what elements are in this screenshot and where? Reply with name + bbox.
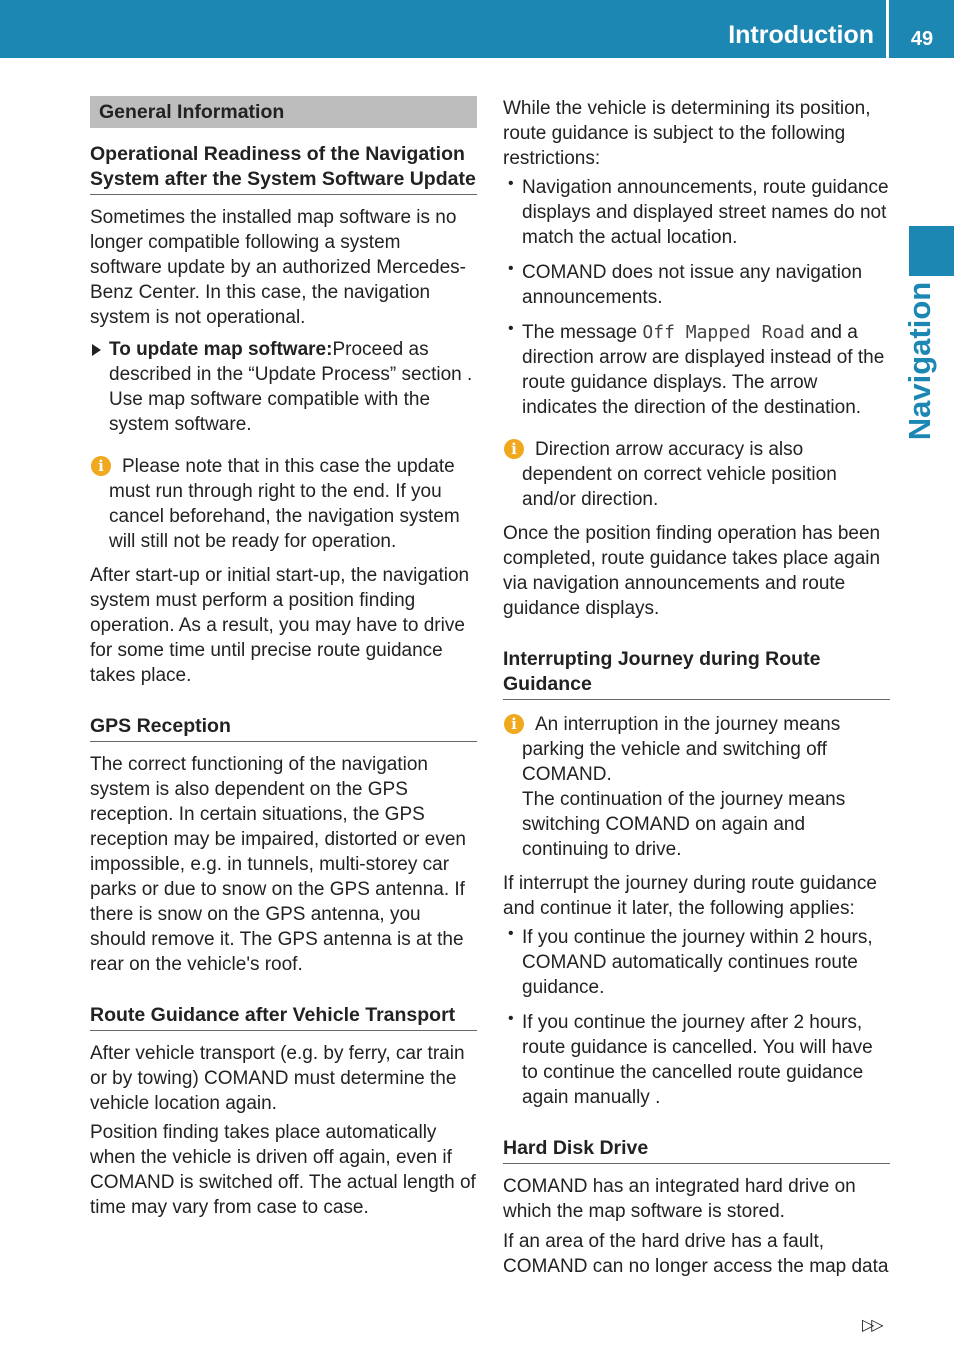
step-update-map-software bbox=[90, 337, 477, 437]
heading-hard-disk-drive: Hard Disk Drive bbox=[503, 1136, 890, 1164]
info-icon: i bbox=[504, 714, 524, 734]
bullet-text: If you continue the journey after 2 hours, route guidance is cancelled. You will have to continue the cancelled route guidance again manually . bbox=[522, 1012, 873, 1108]
info-note-direction-arrow bbox=[503, 437, 890, 512]
bullet-dot: • bbox=[508, 260, 514, 277]
page-number: 49 bbox=[910, 28, 934, 50]
info-interrupt-text-1: An interruption in the journey means parking the vehicle and switching off COMAND. bbox=[522, 714, 841, 785]
display-message-off-mapped-road: Off Mapped Road bbox=[642, 322, 805, 343]
paragraph-disk-1: COMAND has an integrated hard drive on which the map software is stored. bbox=[503, 1176, 856, 1222]
bullet-item bbox=[503, 260, 890, 310]
info-interrupt-text-2: The continuation of the journey means switching COMAND on again and continuing to drive. bbox=[522, 789, 846, 860]
bullet-text-post: and a direction arrow are displayed instead of the route guidance displays. The arrow indicates the direction of the destination. bbox=[522, 322, 885, 418]
bullet-text: Navigation announcements, route guidance displays and displayed street names do not match the actual location. bbox=[522, 177, 889, 248]
paragraph-startup: After start-up or initial start-up, the navigation system must perform a position finding operation. As a result, you may have to drive for some time until precise route guidance takes place. bbox=[90, 565, 470, 686]
paragraph-once-complete: Once the position finding operation has been completed, route guidance takes place again via navigation announcements and route guidance displays. bbox=[503, 523, 881, 619]
heading-operational-readiness: Operational Readiness of the Navigation System after the System Software Update bbox=[90, 142, 477, 195]
header-divider bbox=[886, 0, 889, 58]
info-note-interruption bbox=[503, 712, 890, 862]
paragraph-disk-2: If an area of the hard drive has a fault, COMAND can no longer access the map data bbox=[503, 1231, 889, 1277]
info-note-update bbox=[90, 454, 477, 554]
section-title: Introduction bbox=[728, 21, 874, 49]
section-heading-general-information: General Information bbox=[90, 96, 477, 128]
heading-route-guidance-transport: Route Guidance after Vehicle Transport bbox=[90, 1003, 477, 1031]
paragraph-if-interrupt: If interrupt the journey during route guidance and continue it later, the following applies: bbox=[503, 873, 877, 919]
paragraph-transport-2: Position finding takes place automatically when the vehicle is driven off again, even if COMAND is switched off. The actual length of time may vary from case to case. bbox=[90, 1122, 476, 1218]
bullet-text-pre: The message bbox=[522, 322, 643, 343]
bullet-item bbox=[503, 320, 890, 420]
continue-arrows-icon: ▷▷ bbox=[862, 1317, 881, 1334]
heading-interrupting-journey: Interrupting Journey during Route Guidance bbox=[503, 647, 890, 700]
side-tab-marker bbox=[909, 226, 954, 276]
info-arrow-text: Direction arrow accuracy is also dependent on correct vehicle position and/or direction. bbox=[522, 439, 837, 510]
bullet-item bbox=[503, 175, 890, 250]
bullet-text: If you continue the journey within 2 hours, COMAND automatically continues route guidance. bbox=[522, 927, 873, 998]
bullet-text: COMAND does not issue any navigation announcements. bbox=[522, 262, 863, 308]
bullet-dot: • bbox=[508, 925, 514, 942]
paragraph-gps: The correct functioning of the navigation system is also dependent on the GPS reception. In certain situations, the GPS reception may be impaired, distorted or even impossible, e.g. in tunnels, multi-storey car parks or due to snow on the GPS antenna. If there is snow on the GPS antenna, you should remove it. The GPS antenna is at the rear on the vehicle's roof. bbox=[90, 754, 466, 975]
step-text: Proceed as described in the “Update Process” section . Use map software compatible with the system software. bbox=[109, 339, 473, 435]
side-tab-label bbox=[897, 281, 943, 441]
side-tab-text: Navigation bbox=[902, 281, 937, 441]
paragraph-restrictions-intro: While the vehicle is determining its position, route guidance is subject to the following restrictions: bbox=[503, 98, 871, 169]
right-column bbox=[503, 96, 890, 1279]
bullet-item bbox=[503, 1010, 890, 1110]
paragraph-transport-1: After vehicle transport (e.g. by ferry, car train or by towing) COMAND must determine the vehicle location again. bbox=[90, 1043, 465, 1114]
step-arrow-icon bbox=[92, 344, 101, 356]
left-column bbox=[90, 96, 477, 1220]
heading-gps-reception: GPS Reception bbox=[90, 714, 477, 742]
info-icon: i bbox=[504, 439, 524, 459]
info-update-text: Please note that in this case the update must run through right to the end. If you cancel beforehand, the navigation system will still not be ready for operation. bbox=[109, 456, 460, 552]
bullet-dot: • bbox=[508, 320, 514, 337]
bullet-item bbox=[503, 925, 890, 1000]
paragraph-compatibility: Sometimes the installed map software is no longer compatible following a system software update by an authorized Mercedes-Benz Center. In this case, the navigation system is not operational. bbox=[90, 207, 466, 328]
info-icon: i bbox=[91, 456, 111, 476]
step-label: To update map software: bbox=[109, 339, 333, 360]
bullet-dot: • bbox=[508, 175, 514, 192]
header-bar bbox=[0, 0, 954, 58]
bullet-dot: • bbox=[508, 1010, 514, 1027]
